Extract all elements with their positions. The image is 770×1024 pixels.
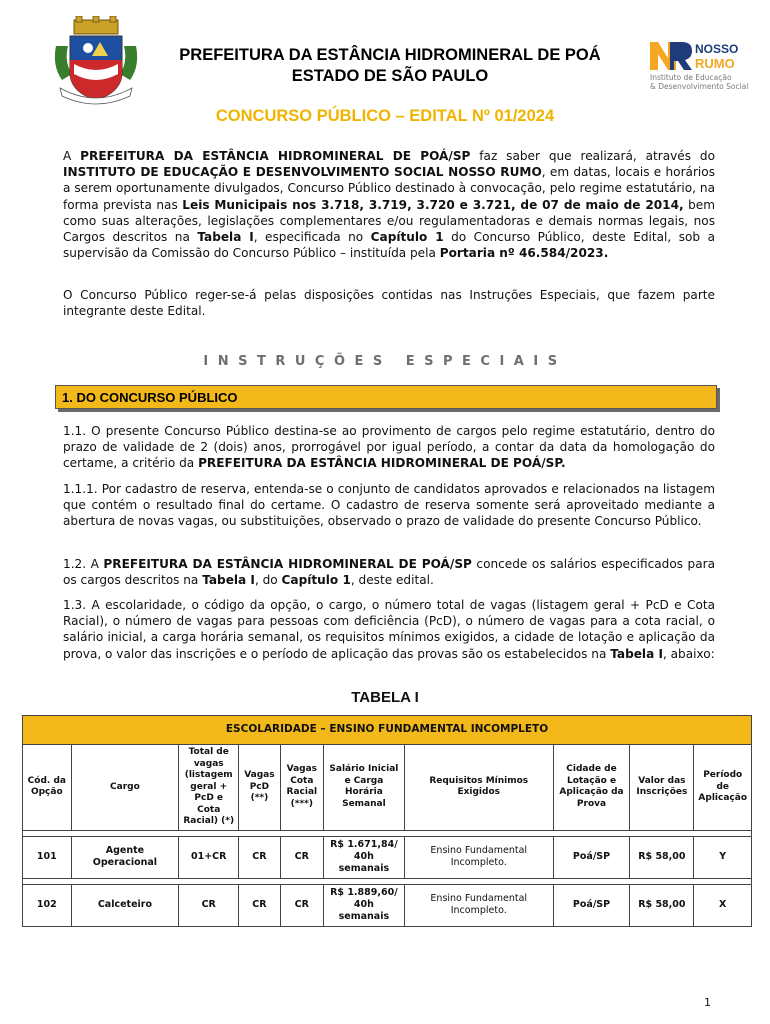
education-level-label: ESCOLARIDADE – ENSINO FUNDAMENTAL INCOMPLETO — [23, 716, 752, 745]
table-cell: CR — [280, 884, 323, 926]
column-header: Cargo — [71, 745, 179, 831]
section-1-title: 1. DO CONCURSO PÚBLICO — [62, 390, 238, 405]
header-title-line1: PREFEITURA DA ESTÂNCIA HIDROMINERAL DE POÁ — [179, 46, 601, 64]
bold-text: PREFEITURA DA ESTÂNCIA HIDROMINERAL DE POÁ/SP — [103, 557, 472, 571]
table-header-row — [23, 745, 752, 831]
table-cell: X — [694, 884, 752, 926]
table-cell: 01+CR — [179, 836, 239, 878]
bold-text: Tabela I — [610, 646, 663, 661]
paragraph-1-2: 1.2. A PREFEITURA DA ESTÂNCIA HIDROMINERAL DE POÁ/SP concede os salários especificados para os cargos descritos na Tabela I, do Capítulo 1, deste edital. — [63, 557, 716, 588]
column-header: Salário Inicial e Carga Horária Semanal — [324, 745, 405, 831]
table-cell: 101 — [23, 836, 72, 878]
document-header-title — [140, 45, 640, 87]
brand-tagline — [650, 73, 748, 91]
header-title-line2: ESTADO DE SÃO PAULO — [291, 67, 489, 85]
table-cell: 102 — [23, 884, 72, 926]
page-number: 1 — [704, 996, 711, 1009]
table-cell: CR — [280, 836, 323, 878]
column-header: Período de Aplicação — [694, 745, 752, 831]
brand-tagline-line1: Instituto de Educação — [650, 73, 732, 82]
brand-name-line2: RUMO — [695, 56, 735, 71]
column-header: Cidade de Lotação e Aplicação da Prova — [553, 745, 630, 831]
table-cell: R$ 1.671,84/ 40h semanais — [324, 836, 405, 878]
bold-text: Portaria nº 46.584/2023. — [439, 246, 609, 261]
bold-text: INSTITUTO DE EDUCAÇÃO E DESENVOLVIMENTO SOCIAL NOSSO RUMO — [63, 165, 542, 180]
table-title: TABELA I — [351, 689, 419, 706]
brand-name-line1: NOSSO — [695, 42, 739, 56]
bold-text: Tabela I — [202, 573, 255, 588]
table-row — [23, 836, 752, 878]
table-cell: R$ 58,00 — [630, 884, 694, 926]
table-cell: Ensino Fundamental Incompleto. — [404, 836, 553, 878]
paragraph-1-1: 1.1. O presente Concurso Público destina-se ao provimento de cargos pelo regime estatutário, dentro do prazo de validade de 2 (dois) anos, prorrogável por igual período, a contar da data da homologação do certame, a critério da PREFEITURA DA ESTÂNCIA HIDROMINERAL DE POÁ/SP. — [63, 424, 715, 471]
bold-text: Leis Municipais nos 3.718, 3.719, 3.720 e 3.721, de 07 de maio de 2014, — [182, 197, 684, 212]
table-cell: R$ 1.889,60/ 40h semanais — [324, 884, 405, 926]
table-row — [23, 884, 752, 926]
bold-text: PREFEITURA DA ESTÂNCIA HIDROMINERAL DE POÁ/SP — [80, 149, 471, 163]
intro-paragraph-2: O Concurso Público reger-se-á pelas disposições contidas nas Instruções Especiais, que fazem parte integrante deste Edital. — [63, 288, 715, 319]
column-header: Requisitos Mínimos Exigidos — [404, 745, 553, 831]
bold-text: PREFEITURA DA ESTÂNCIA HIDROMINERAL DE POÁ/SP. — [198, 456, 566, 471]
bold-text: Capítulo 1 — [281, 573, 351, 588]
table-cell: CR — [239, 884, 280, 926]
bold-text: Capítulo 1 — [370, 230, 444, 245]
column-header: Vagas PcD (**) — [239, 745, 280, 831]
column-header: Cód. da Opção — [23, 745, 72, 831]
paragraph-1-1-1: 1.1.1. Por cadastro de reserva, entenda-se o conjunto de candidatos aprovados e relacionados na listagem que contém o resultado final do certame. O cadastro de reserva somente será aproveitado mediante a abertura de novas vagas, ou substituições, observado o prazo de validade do presente Concurso Público. — [63, 482, 715, 529]
vacancy-table — [22, 715, 752, 927]
table-cell: Y — [694, 836, 752, 878]
table-cell: CR — [239, 836, 280, 878]
section-1-header — [55, 385, 717, 409]
intro-paragraph-1: A PREFEITURA DA ESTÂNCIA HIDROMINERAL DE POÁ/SP faz saber que realizará, através do INSTITUTO DE EDUCAÇÃO E DESENVOLVIMENTO SOCIAL NOSSO RUMO, em datas, locais e horários a serem oportunamente divulgados, Concurso Público destinado à convocação, pelo regime estatutário, na forma prevista nas Leis Municipais nos 3.718, 3.719, 3.720 e 3.721, de 07 de maio de 2014, bem como suas alterações, legislações complementares e/ou regulamentadoras e demais normas legais, nos Cargos descritos na Tabela I, especificada no Capítulo 1 do Concurso Público, deste Edital, sob a supervisão da Comissão do Concurso Público – instituída pela Portaria nº 46.584/2023. — [63, 149, 716, 261]
city-crest-logo — [48, 16, 144, 108]
table-cell: Poá/SP — [553, 836, 630, 878]
table-cell: R$ 58,00 — [630, 836, 694, 878]
table-cell: Ensino Fundamental Incompleto. — [404, 884, 553, 926]
brand-tagline-line2: & Desenvolvimento Social — [650, 82, 749, 91]
table-cell: Calceteiro — [71, 884, 179, 926]
table-level-row — [23, 716, 752, 745]
table-cell: CR — [179, 884, 239, 926]
edital-title: CONCURSO PÚBLICO – EDITAL Nº 01/2024 — [215, 107, 555, 125]
column-header: Total de vagas (listagem geral + PcD e Cota Racial) (*) — [179, 745, 239, 831]
column-header: Vagas Cota Racial (***) — [280, 745, 323, 831]
paragraph-1-3: 1.3. A escolaridade, o código da opção, o cargo, o número total de vagas (listagem geral + PcD e Cota Racial), o número de vagas para pessoas com deficiência (PcD), o número de vagas para a cota racial, o salário inicial, a carga horária semanal, os requisitos mínimos exigidos, a cidade de lotação e aplicação da prova, o valor das inscrições e o período de aplicação das provas são os estabelecidos na Tabela I, abaixo: — [63, 598, 715, 661]
instructions-heading: INSTRUÇÕES ESPECIAIS — [203, 354, 567, 369]
table-cell: Poá/SP — [553, 884, 630, 926]
table-cell: Agente Operacional — [71, 836, 179, 878]
bold-text: Tabela I — [197, 230, 254, 245]
column-header: Valor das Inscrições — [630, 745, 694, 831]
